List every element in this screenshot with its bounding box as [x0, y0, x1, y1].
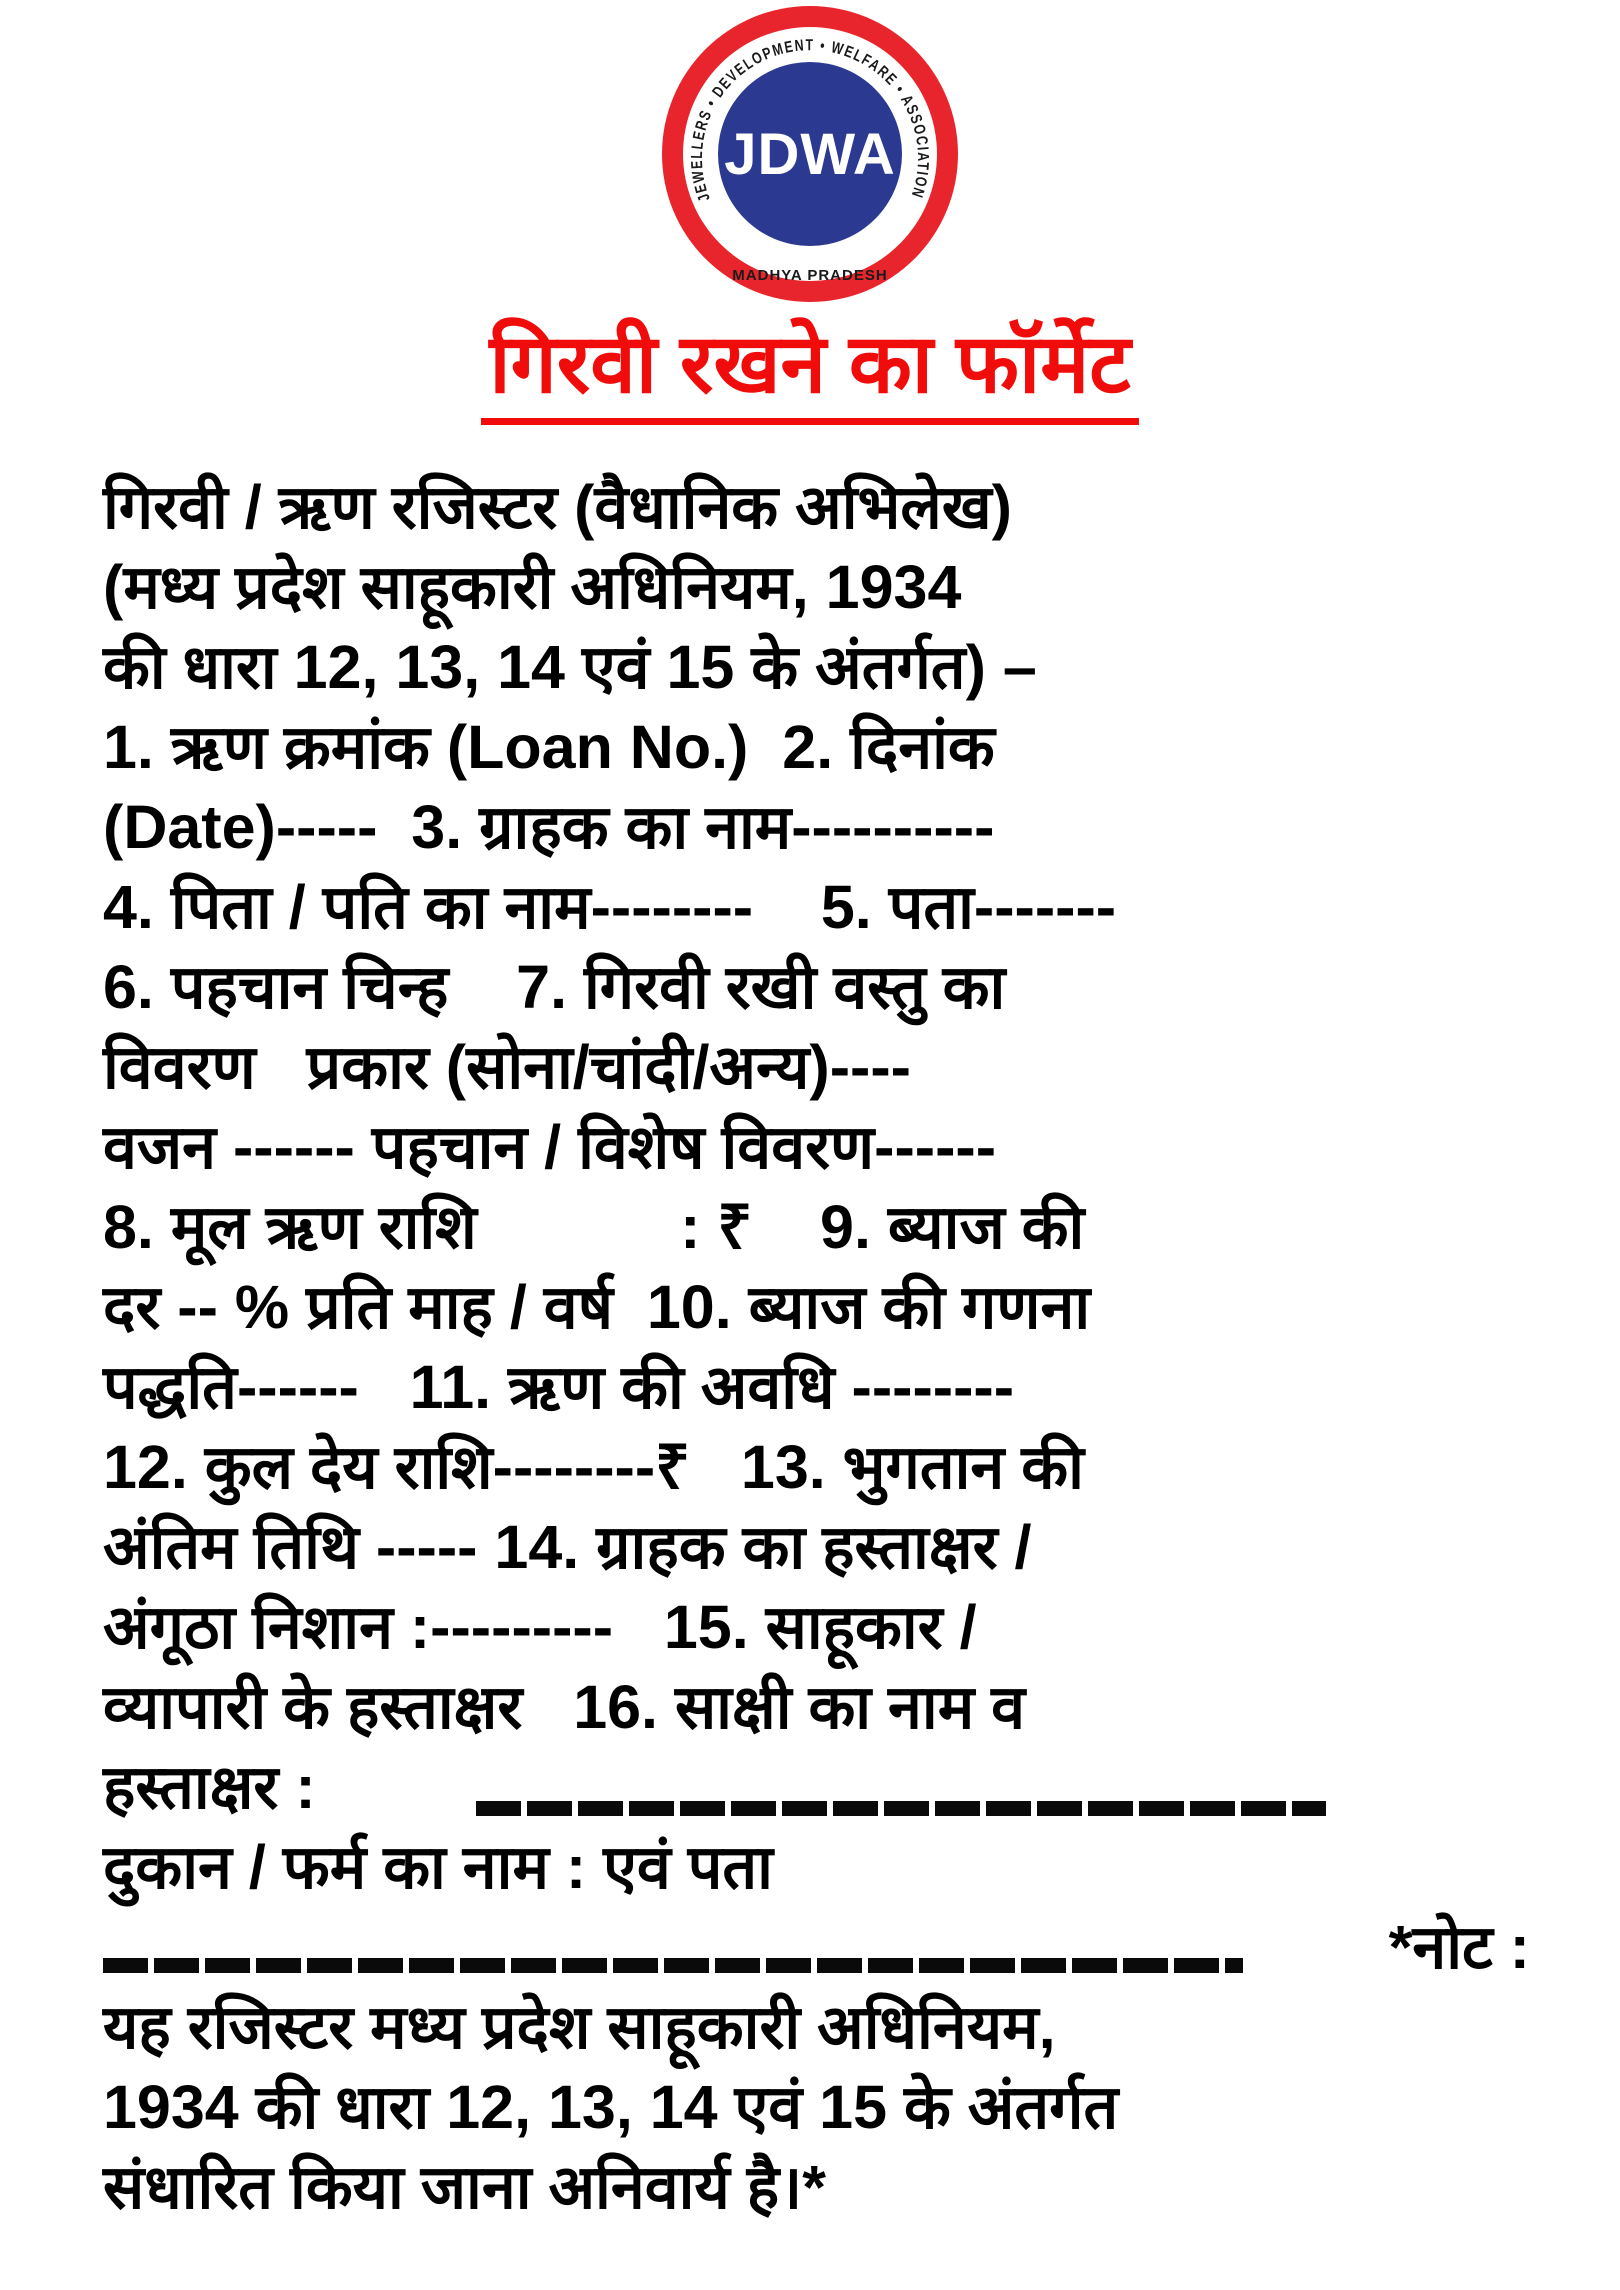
- jdwa-logo-badge: [660, 4, 960, 304]
- signature-fill-line: [476, 1801, 1326, 1816]
- form-line-witness-signature: [103, 1747, 1530, 1827]
- witness-signature-label: हस्ताक्षर :: [103, 1753, 316, 1822]
- page-title: गिरवी रखने का फॉर्मेट: [481, 318, 1138, 425]
- address-fill-line: [103, 1958, 1243, 1973]
- jdwa-logo: [0, 0, 1620, 304]
- form-line-thumbprint-moneylender: अंगूठा निशान :--------- 15. साहूकार /: [103, 1593, 977, 1662]
- form-line-act-name: (मध्य प्रदेश साहूकारी अधिनियम, 1934: [103, 553, 962, 622]
- note-label: *नोट :: [1388, 1913, 1530, 1982]
- form-line-total-payable: 12. कुल देय राशि--------₹ 13. भुगतान की: [103, 1433, 1084, 1502]
- note-line-register-act: यह रजिस्टर मध्य प्रदेश साहूकारी अधिनियम,: [103, 1993, 1056, 2062]
- form-line-trader-sign-witness: व्यापारी के हस्ताक्षर 16. साक्षी का नाम व: [103, 1673, 1026, 1742]
- logo-acronym: JDWA: [724, 122, 896, 187]
- form-line-date-customer-name: (Date)----- 3. ग्राहक का नाम----------: [103, 793, 995, 862]
- form-line-principal-interest: 8. मूल ऋण राशि : ₹ 9. ब्याज की: [103, 1193, 1085, 1262]
- form-line-method-duration: पद्धति------ 11. ऋण की अवधि --------: [103, 1353, 1015, 1422]
- form-line-shop-firm-name: दुकान / फर्म का नाम : एवं पता: [103, 1833, 773, 1902]
- form-line-loan-no-date: 1. ऋण क्रमांक (Loan No.) 2. दिनांक: [103, 713, 995, 782]
- title-row: [0, 318, 1620, 425]
- form-line-act-sections: की धारा 12, 13, 14 एवं 15 के अंतर्गत) –: [103, 633, 1037, 702]
- logo-region: MADHYA PRADESH: [732, 267, 888, 284]
- note-line-mandatory: संधारित किया जाना अनिवार्य है।*: [103, 2153, 827, 2222]
- logo-ring-text: JEWELLERS • DEVELOPMENT • WELFARE • ASSOCIATION: [688, 36, 932, 204]
- form-body: [103, 467, 1530, 2227]
- form-line-lastdate-signature: अंतिम तिथि ----- 14. ग्राहक का हस्ताक्षर /: [103, 1513, 1032, 1582]
- form-line-id-mark-pledged-item: 6. पहचान चिन्ह 7. गिरवी रखी वस्तु का: [103, 953, 1006, 1022]
- form-line-address-fill-note: [103, 1907, 1530, 1987]
- form-line-rate-calc: दर -- % प्रति माह / वर्ष 10. ब्याज की गणना: [103, 1273, 1091, 1342]
- form-line-father-name-address: 4. पिता / पति का नाम-------- 5. पता-------: [103, 873, 1117, 942]
- form-line-weight-details: वजन ------ पहचान / विशेष विवरण------: [103, 1113, 997, 1182]
- note-line-sections: 1934 की धारा 12, 13, 14 एवं 15 के अंतर्गत: [103, 2073, 1119, 2142]
- form-line-item-type: विवरण प्रकार (सोना/चांदी/अन्य)----: [103, 1033, 911, 1102]
- form-line-register-heading: गिरवी / ऋण रजिस्टर (वैधानिक अभिलेख): [103, 473, 1012, 542]
